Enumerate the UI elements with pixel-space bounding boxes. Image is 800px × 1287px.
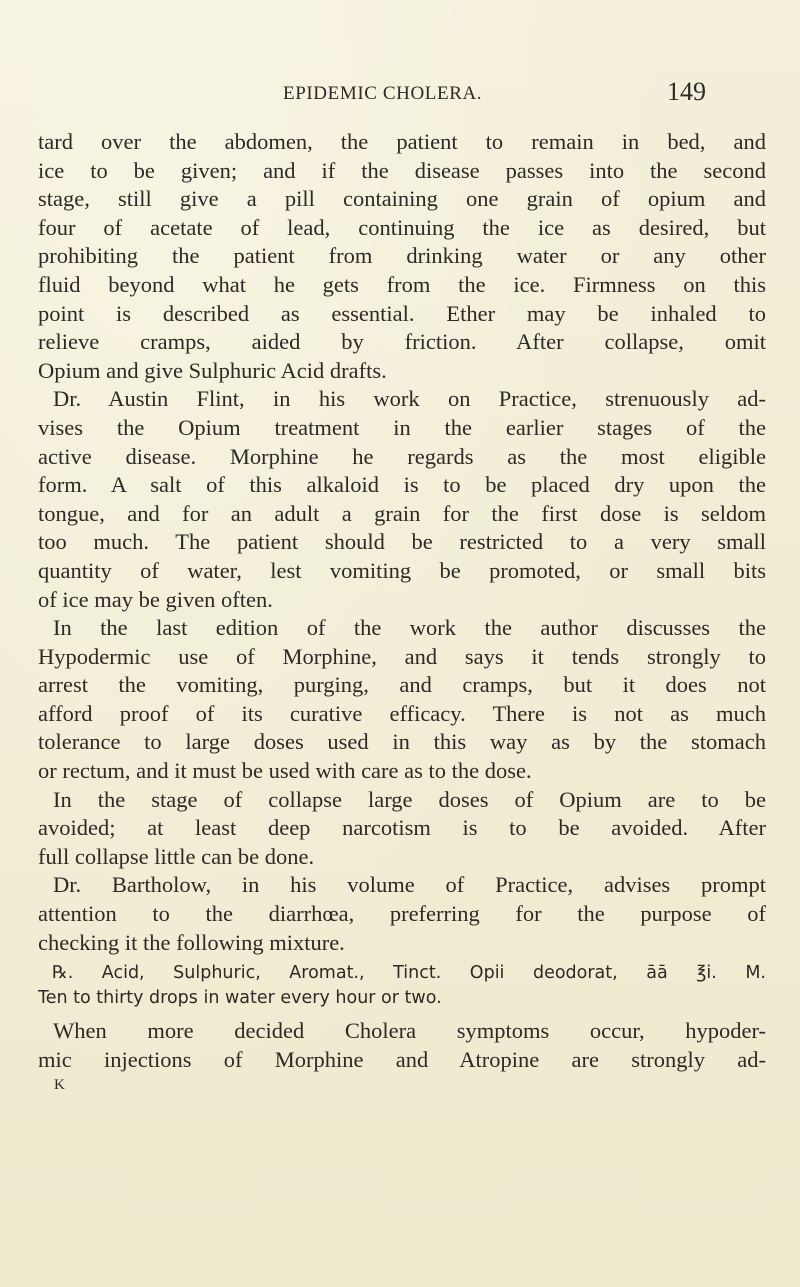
text-line: checking it the following mixture. [38,929,345,955]
text-line: four of acetate of lead, continuing the ice as desired, but [38,214,766,240]
text-line: tongue, and for an adult a grain for the first dose is seldom [38,500,766,526]
running-title: EPIDEMIC CHOLERA. [283,83,483,104]
text-line: form. A salt of this alkaloid is to be placed dry upon the [38,472,766,498]
signature-mark: K [54,1077,66,1094]
paragraph-4 [38,786,766,872]
text-line: Dr. Austin Flint, in his work on Practice, strenuously ad- [53,386,766,412]
text-line: too much. The patient should be restricted to a very small [38,529,766,555]
text-line: of ice may be given often. [38,586,273,612]
page-number: 149 [667,77,706,106]
text-line: ice to be given; and if the disease passes into the second [38,157,766,183]
running-header [0,77,800,113]
text-line: fluid beyond what he gets from the ice. Firmness on this [38,271,766,297]
text-line: mic injections of Morphine and Atropine are strongly ad- [38,1046,766,1072]
text-line: attention to the diarrhœa, preferring for the purpose of [38,901,766,927]
body-text [38,128,766,1096]
text-line: avoided; at least deep narcotism is to be avoided. After [38,815,766,841]
text-line: When more decided Cholera symptoms occur, hypoder- [53,1018,766,1044]
paragraph-1 [38,128,766,385]
text-line: relieve cramps, aided by friction. After collapse, omit [38,329,766,355]
text-line: In the last edition of the work the author discusses the [53,615,766,641]
text-line: full collapse little can be done. [38,843,315,869]
text-line: tard over the abdomen, the patient to remain in bed, and [38,129,766,154]
paragraph-6 [38,1017,766,1074]
text-line: tolerance to large doses used in this way as by the stomach [38,729,766,755]
text-line: vises the Opium treatment in the earlier stages of the [38,414,766,440]
paragraph-3 [38,614,766,786]
text-line: Opium and give Sulphuric Acid drafts. [38,357,387,383]
text-line: afford proof of its curative efficacy. There is not as much [38,700,766,726]
prescription-line: ℞. Acid, Sulphuric, Aromat., Tinct. Opii deodorat, āā ℥i. M. [52,963,766,984]
text-line: quantity of water, lest vomiting be promoted, or small bits [38,557,766,583]
prescription-line: Ten to thirty drops in water every hour or two. [38,988,442,1009]
text-line: stage, still give a pill containing one grain of opium and [38,186,766,212]
text-line: arrest the vomiting, purging, and cramps, but it does not [38,672,766,698]
text-line: Dr. Bartholow, in his volume of Practice, advises prompt [53,872,766,898]
paragraph-5 [38,871,766,957]
text-line: In the stage of collapse large doses of Opium are to be [53,786,766,812]
text-line: active disease. Morphine he regards as the most eligible [38,443,766,469]
text-line: point is described as essential. Ether may be inhaled to [38,300,766,326]
paragraph-2 [38,385,766,614]
text-line: Hypodermic use of Morphine, and says it tends strongly to [38,643,766,669]
text-line: or rectum, and it must be used with care as to the dose. [38,758,532,784]
text-line: prohibiting the patient from drinking water or any other [38,243,766,269]
prescription [38,957,766,1017]
